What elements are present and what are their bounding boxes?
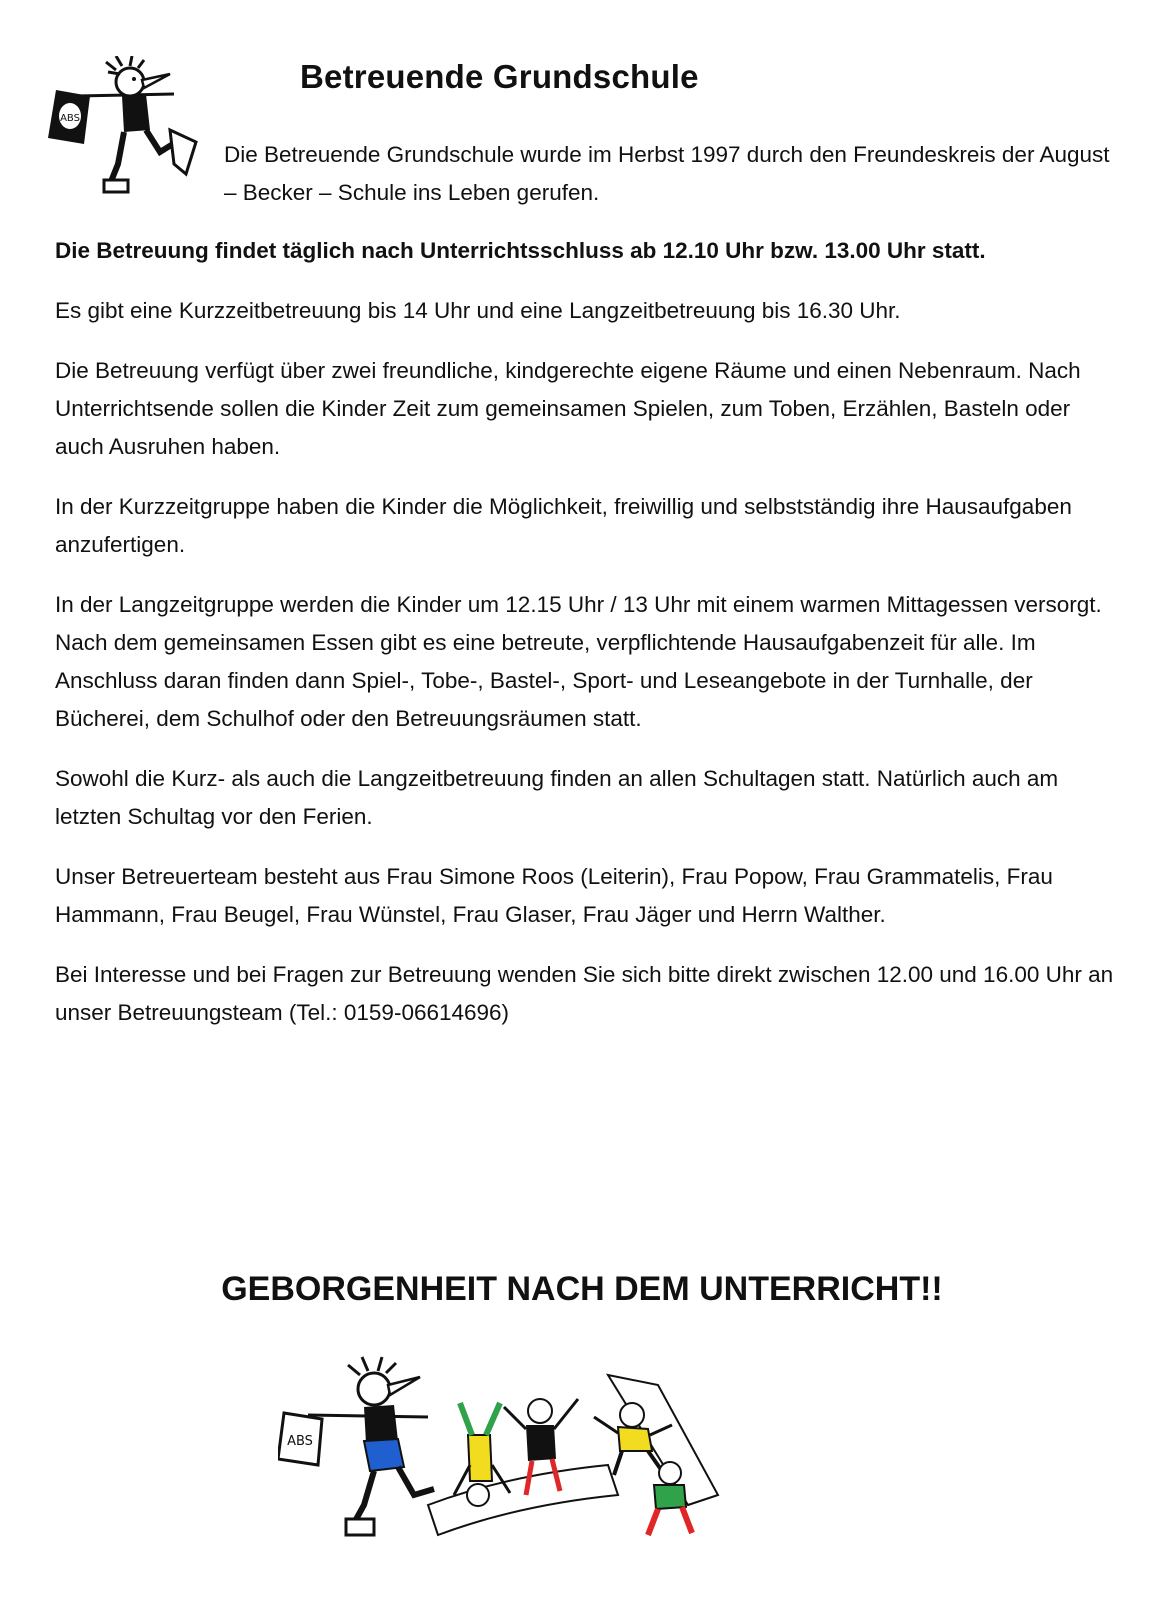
school-mascot-logo bbox=[46, 56, 208, 206]
paragraph-rooms: Die Betreuung verfügt über zwei freundliche, kindgerechte eigene Räume und einen Nebenraum. Nach Unterrichtsende sollen die Kinder Zeit zum gemeinsamen Spielen, zum Toben, Erzählen, Basteln oder auch Ausruhen haben. bbox=[55, 358, 1081, 459]
illustration-logo-letters: ABS bbox=[287, 1434, 313, 1449]
paragraph-team: Unser Betreuerteam besteht aus Frau Simone Roos (Leiterin), Frau Popow, Frau Grammatelis, Frau Hammann, Frau Beugel, Frau Wünstel, Frau Glaser, Frau Jäger und Herrn Walther. bbox=[55, 864, 1053, 927]
paragraph-schedule: Die Betreuung findet täglich nach Unterrichtsschluss ab 12.10 Uhr bzw. 13.00 Uhr statt. bbox=[55, 238, 986, 263]
children-illustration bbox=[278, 1355, 748, 1555]
paragraph-long-term-group: In der Langzeitgruppe werden die Kinder um 12.15 Uhr / 13 Uhr mit einem warmen Mittagessen versorgt. Nach dem gemeinsamen Essen gibt es eine betreute, verpflichtende Hausaufgabenzeit für alle. Im Anschluss daran finden dann Spiel-, Tobe-, Bastel-, Sport- und Leseangebote in der Turnhalle, der Bücherei, dem Schulhof oder den Betreuungsräumen statt. bbox=[55, 592, 1102, 731]
intro-paragraph: Die Betreuende Grundschule wurde im Herbst 1997 durch den Freundeskreis der August – Becker – Schule ins Leben gerufen. bbox=[224, 142, 1110, 205]
paragraph-short-term-group: In der Kurzzeitgruppe haben die Kinder die Möglichkeit, freiwillig und selbstständig ihre Hausaufgaben anzufertigen. bbox=[55, 494, 1072, 557]
logo-letters: ABS bbox=[60, 113, 80, 124]
paragraph-contact: Bei Interesse und bei Fragen zur Betreuung wenden Sie sich bitte direkt zwischen 12.00 und 16.00 Uhr an unser Betreuungsteam (Tel.: 0159-06614696) bbox=[55, 962, 1114, 1025]
page-title: Betreuende Grundschule bbox=[300, 58, 699, 95]
slogan: GEBORGENHEIT NACH DEM UNTERRICHT!! bbox=[221, 1270, 943, 1308]
paragraph-care-duration: Es gibt eine Kurzzeitbetreuung bis 14 Uhr und eine Langzeitbetreuung bis 16.30 Uhr. bbox=[55, 298, 901, 323]
body-text bbox=[55, 232, 1115, 1054]
paragraph-school-days: Sowohl die Kurz- als auch die Langzeitbetreuung finden an allen Schultagen statt. Natürlich auch am letzten Schultag vor den Ferien. bbox=[55, 766, 1059, 829]
